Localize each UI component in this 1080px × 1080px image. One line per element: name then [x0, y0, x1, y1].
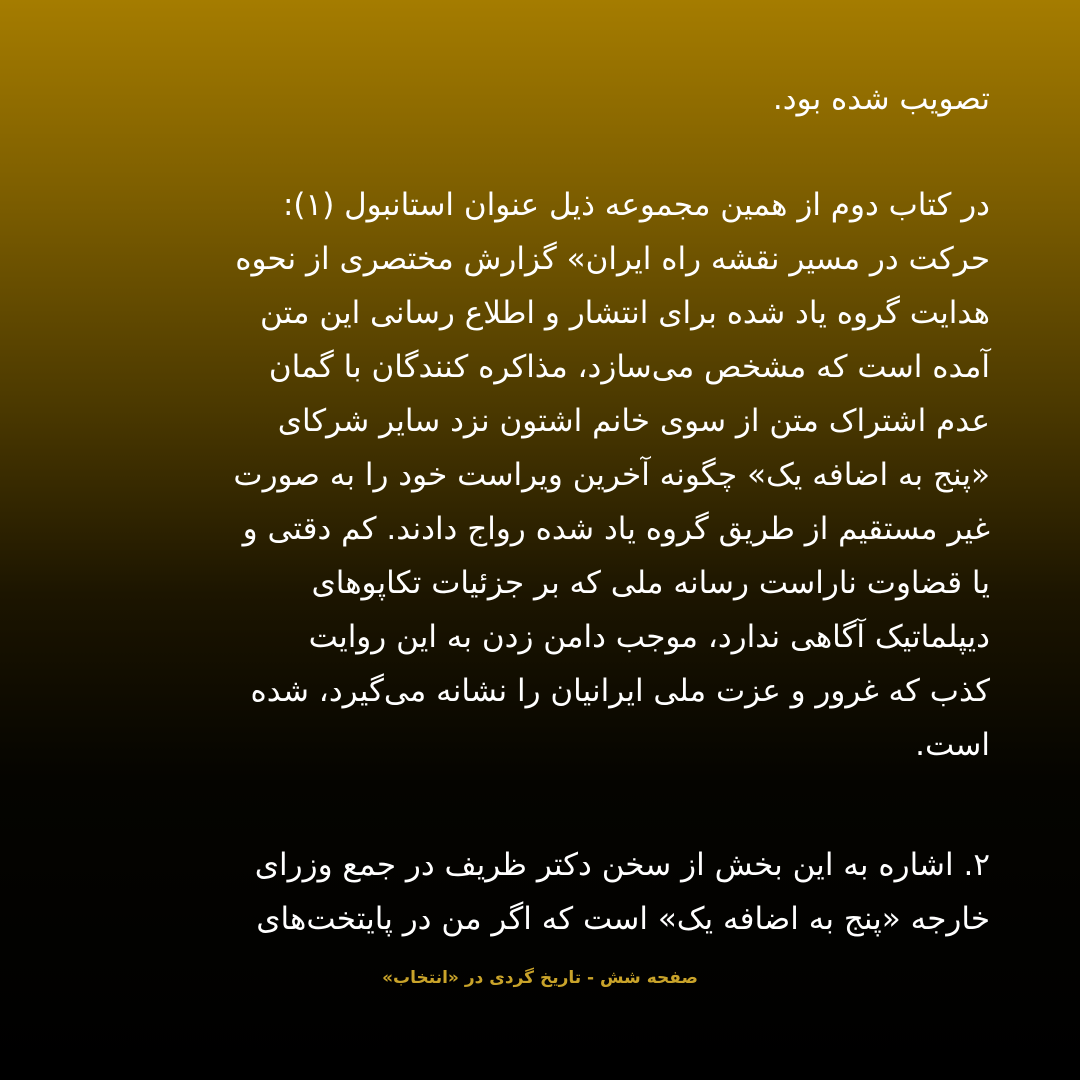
text-line: «پنج به اضافه یک» چگونه آخرین ویراست خود را به صورت — [233, 457, 990, 493]
text-line: در کتاب دوم از همین مجموعه ذیل عنوان استانبول (۱): — [282, 187, 990, 223]
text-line: دیپلماتیک آگاهی ندارد، موجب دامن زدن به این روایت — [308, 619, 990, 655]
text-line: است. — [915, 727, 990, 763]
text-line: آمده است که مشخص می‌سازد، مذاکره کنندگان با گمان — [268, 349, 990, 385]
text-line: خارجه «پنج به اضافه یک» است که اگر من در پایتخت‌های — [256, 901, 990, 937]
text-line: عدم اشتراک متن از سوی خانم اشتون نزد سایر شرکای — [277, 403, 990, 439]
paragraph-1 — [82, 72, 990, 126]
page-footer: صفحه شش - تاریخ گردی در «انتخاب» — [382, 968, 698, 988]
paragraph-2 — [82, 178, 990, 772]
paragraph-3 — [82, 838, 990, 946]
text-line: غیر مستقیم از طریق گروه یاد شده رواج دادند. کم دقتی و — [242, 511, 990, 547]
text-line: حرکت در مسیر نقشه راه ایران» گزارش مختصری از نحوه — [235, 241, 990, 277]
text-line: کذب که غرور و عزت ملی ایرانیان را نشانه می‌گیرد، شده — [250, 673, 990, 709]
text-line: هدایت گروه یاد شده برای انتشار و اطلاع رسانی این متن — [259, 295, 990, 331]
text-line: یا قضاوت نا‌راست رسانه ملی که بر جزئیات تکاپوهای — [311, 565, 990, 601]
text-line: ۲. اشاره به این بخش از سخن دکتر ظریف در جمع وزرای — [254, 847, 990, 883]
text-line: تصویب شده بود. — [772, 81, 990, 117]
